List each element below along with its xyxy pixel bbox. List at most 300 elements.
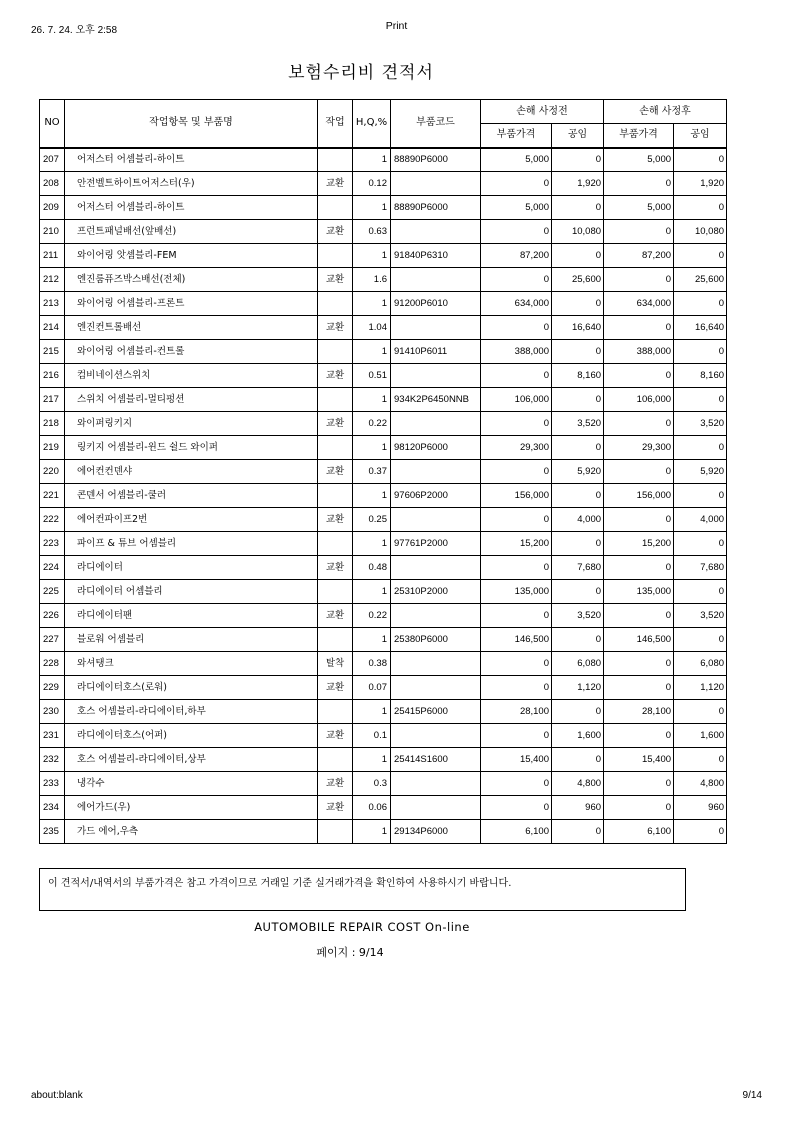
cell-after-part-price: 0 [604,172,674,196]
cell-before-labor: 0 [552,580,604,604]
cell-work [318,436,353,460]
cell-before-labor: 0 [552,388,604,412]
column-header-work: 작업 [318,100,353,148]
cell-item-name: 파이프 & 튜브 어셈블리 [65,532,318,556]
cell-after-labor: 0 [674,292,727,316]
cell-hq: 1 [353,196,391,220]
cell-work: 교환 [318,316,353,340]
table-row [40,460,727,484]
cell-part-code: 91840P6310 [391,244,481,268]
cell-before-labor: 3,520 [552,412,604,436]
cell-no: 219 [40,436,65,460]
document-footer: AUTOMOBILE REPAIR COST On-line [254,920,470,934]
cell-after-labor: 8,160 [674,364,727,388]
notice-box [39,868,686,911]
cell-no: 233 [40,772,65,796]
cell-no: 214 [40,316,65,340]
cell-work: 교환 [318,508,353,532]
table-row [40,316,727,340]
cell-after-labor: 0 [674,748,727,772]
cell-part-code: 91410P6011 [391,340,481,364]
cell-work [318,244,353,268]
cell-no: 231 [40,724,65,748]
cell-before-labor: 7,680 [552,556,604,580]
cell-after-part-price: 0 [604,316,674,340]
cell-no: 230 [40,700,65,724]
cell-work: 교환 [318,676,353,700]
column-group-after: 손해 사정후 [604,100,727,124]
cell-after-labor: 0 [674,628,727,652]
cell-item-name: 호스 어셈블리-라디에이터,상부 [65,748,318,772]
cell-item-name: 컴비네이션스위치 [65,364,318,388]
column-header-before-labor: 공임 [552,124,604,148]
cell-no: 221 [40,484,65,508]
cell-work [318,820,353,844]
cell-part-code [391,676,481,700]
cell-work [318,700,353,724]
cell-before-part-price: 6,100 [481,820,552,844]
cell-part-code: 25414S1600 [391,748,481,772]
cell-after-part-price: 28,100 [604,700,674,724]
table-row [40,220,727,244]
cell-before-part-price: 106,000 [481,388,552,412]
table-row [40,700,727,724]
cell-after-part-price: 5,000 [604,196,674,220]
table-row [40,268,727,292]
cell-no: 218 [40,412,65,436]
column-header-code: 부품코드 [391,100,481,148]
cell-work: 탈착 [318,652,353,676]
table-row [40,772,727,796]
cell-after-part-price: 146,500 [604,628,674,652]
cell-part-code: 91200P6010 [391,292,481,316]
cell-after-part-price: 15,400 [604,748,674,772]
cell-no: 226 [40,604,65,628]
cell-after-part-price: 0 [604,604,674,628]
cell-hq: 0.37 [353,460,391,484]
cell-after-part-price: 0 [604,268,674,292]
print-title: Print [385,20,408,32]
cell-before-part-price: 29,300 [481,436,552,460]
cell-no: 235 [40,820,65,844]
table-row [40,292,727,316]
column-group-before: 손해 사정전 [481,100,604,124]
cell-hq: 0.07 [353,676,391,700]
cell-hq: 1 [353,244,391,268]
cell-item-name: 냉각수 [65,772,318,796]
cell-hq: 1 [353,436,391,460]
cell-before-labor: 0 [552,484,604,508]
column-header-after-labor: 공임 [674,124,727,148]
cell-work: 교환 [318,172,353,196]
cell-after-part-price: 0 [604,460,674,484]
cell-hq: 1 [353,340,391,364]
cell-item-name: 어저스터 어셈블리-하이트 [65,196,318,220]
table-row [40,532,727,556]
cell-after-labor: 1,920 [674,172,727,196]
cell-part-code [391,556,481,580]
cell-before-part-price: 28,100 [481,700,552,724]
table-row [40,172,727,196]
table-row [40,412,727,436]
cell-no: 227 [40,628,65,652]
table-row [40,484,727,508]
cell-after-labor: 0 [674,148,727,172]
cell-part-code [391,604,481,628]
cell-item-name: 프런트패널배선(앞배선) [65,220,318,244]
cell-before-part-price: 5,000 [481,148,552,172]
cell-work: 교환 [318,556,353,580]
cell-hq: 0.63 [353,220,391,244]
table-row [40,436,727,460]
cell-work [318,628,353,652]
cell-before-part-price: 0 [481,172,552,196]
cell-item-name: 라디에이터팬 [65,604,318,628]
cell-work: 교환 [318,604,353,628]
cell-after-part-price: 0 [604,772,674,796]
cell-no: 209 [40,196,65,220]
cell-item-name: 가드 에어,우측 [65,820,318,844]
table-row [40,796,727,820]
cell-hq: 1 [353,820,391,844]
table-header [40,100,727,148]
cell-no: 208 [40,172,65,196]
cell-before-labor: 960 [552,796,604,820]
cell-after-labor: 1,120 [674,676,727,700]
cell-before-labor: 4,800 [552,772,604,796]
cell-after-part-price: 0 [604,508,674,532]
cell-item-name: 스위치 어셈블리-멀티펑션 [65,388,318,412]
cell-work: 교환 [318,772,353,796]
print-page-number: 9/14 [742,1090,762,1101]
cell-item-name: 에어컨컨덴샤 [65,460,318,484]
cell-no: 222 [40,508,65,532]
cell-before-labor: 0 [552,532,604,556]
cell-before-part-price: 634,000 [481,292,552,316]
cell-work: 교환 [318,796,353,820]
cell-item-name: 링키지 어셈블리-윈드 쉴드 와이퍼 [65,436,318,460]
cell-part-code [391,652,481,676]
cell-work [318,748,353,772]
table-row [40,676,727,700]
cell-before-labor: 1,120 [552,676,604,700]
cell-item-name: 콘덴서 어셈블리-쿨러 [65,484,318,508]
cell-before-part-price: 0 [481,604,552,628]
cell-before-part-price: 0 [481,772,552,796]
table-row [40,556,727,580]
cell-work: 교환 [318,724,353,748]
cell-item-name: 에어가드(우) [65,796,318,820]
cell-after-part-price: 0 [604,676,674,700]
cell-item-name: 안전벨트하이트어저스터(우) [65,172,318,196]
cell-after-part-price: 5,000 [604,148,674,172]
cell-work [318,388,353,412]
cell-hq: 0.51 [353,364,391,388]
cell-before-labor: 1,920 [552,172,604,196]
cell-part-code: 98120P6000 [391,436,481,460]
cell-work: 교환 [318,460,353,484]
table-row [40,652,727,676]
cell-hq: 0.06 [353,796,391,820]
cell-after-part-price: 634,000 [604,292,674,316]
cell-before-part-price: 0 [481,724,552,748]
cell-before-labor: 25,600 [552,268,604,292]
cell-no: 207 [40,148,65,172]
cell-item-name: 블로워 어셈블리 [65,628,318,652]
cell-no: 211 [40,244,65,268]
column-header-before-price: 부품가격 [481,124,552,148]
cell-before-labor: 10,080 [552,220,604,244]
cell-after-labor: 3,520 [674,604,727,628]
cell-no: 220 [40,460,65,484]
cell-item-name: 와이어링 어셈블리-프론트 [65,292,318,316]
cell-before-part-price: 15,400 [481,748,552,772]
cell-before-part-price: 0 [481,676,552,700]
table-row [40,340,727,364]
cell-part-code [391,460,481,484]
cell-after-part-price: 0 [604,364,674,388]
cell-after-part-price: 0 [604,796,674,820]
table-row [40,388,727,412]
cell-part-code: 88890P6000 [391,196,481,220]
cell-before-part-price: 146,500 [481,628,552,652]
cell-after-labor: 16,640 [674,316,727,340]
cell-no: 229 [40,676,65,700]
cell-work: 교환 [318,412,353,436]
cell-hq: 1 [353,148,391,172]
cell-item-name: 엔진룸퓨즈박스배선(전체) [65,268,318,292]
cell-part-code: 97761P2000 [391,532,481,556]
cell-part-code: 25380P6000 [391,628,481,652]
cell-work: 교환 [318,220,353,244]
cell-after-part-price: 29,300 [604,436,674,460]
cell-after-labor: 0 [674,196,727,220]
cell-before-labor: 0 [552,148,604,172]
print-url: about:blank [31,1090,83,1101]
cell-work [318,532,353,556]
cell-after-part-price: 135,000 [604,580,674,604]
cell-before-labor: 8,160 [552,364,604,388]
column-header-hq: H,Q,% [353,100,391,148]
table-row [40,724,727,748]
cell-hq: 1 [353,532,391,556]
cell-before-part-price: 15,200 [481,532,552,556]
cell-after-labor: 0 [674,388,727,412]
cell-part-code: 88890P6000 [391,148,481,172]
cell-hq: 0.48 [353,556,391,580]
cell-before-labor: 0 [552,748,604,772]
table-row [40,244,727,268]
cell-after-labor: 0 [674,580,727,604]
cell-after-part-price: 106,000 [604,388,674,412]
cell-after-labor: 3,520 [674,412,727,436]
cell-no: 217 [40,388,65,412]
cell-before-labor: 0 [552,628,604,652]
cell-part-code [391,364,481,388]
cell-hq: 1.6 [353,268,391,292]
cell-after-labor: 0 [674,484,727,508]
table-row [40,196,727,220]
cell-item-name: 와이어링 어셈블리-컨트롤 [65,340,318,364]
cell-before-part-price: 156,000 [481,484,552,508]
cell-before-labor: 5,920 [552,460,604,484]
cell-before-labor: 0 [552,436,604,460]
cell-after-labor: 0 [674,700,727,724]
cell-item-name: 라디에이터 [65,556,318,580]
cell-hq: 1 [353,388,391,412]
cell-part-code: 934K2P6450NNB [391,388,481,412]
cell-before-labor: 0 [552,292,604,316]
table-row [40,820,727,844]
cell-before-part-price: 87,200 [481,244,552,268]
cell-after-labor: 0 [674,244,727,268]
table-body [40,148,727,844]
cell-after-labor: 0 [674,532,727,556]
cell-after-part-price: 156,000 [604,484,674,508]
cell-no: 223 [40,532,65,556]
cell-after-part-price: 0 [604,556,674,580]
cell-part-code [391,316,481,340]
cell-part-code [391,268,481,292]
cell-after-part-price: 388,000 [604,340,674,364]
column-header-name: 작업항목 및 부품명 [65,100,318,148]
cell-after-labor: 0 [674,436,727,460]
column-header-no: NO [40,100,65,148]
cell-after-labor: 4,000 [674,508,727,532]
cell-after-part-price: 6,100 [604,820,674,844]
cell-after-part-price: 0 [604,220,674,244]
cell-no: 215 [40,340,65,364]
cell-after-labor: 0 [674,340,727,364]
table-row [40,580,727,604]
cell-no: 216 [40,364,65,388]
table-row [40,604,727,628]
cell-before-part-price: 0 [481,268,552,292]
table-row [40,508,727,532]
cell-hq: 0.12 [353,172,391,196]
cell-hq: 1 [353,292,391,316]
notice-text: 이 견적서/내역서의 부품가격은 참고 가격이므로 거래일 기준 실거래가격을 확인하여 사용하시기 바랍니다. [48,878,512,889]
cell-before-labor: 6,080 [552,652,604,676]
cell-after-labor: 0 [674,820,727,844]
cell-hq: 0.22 [353,604,391,628]
cell-item-name: 어저스터 어셈블리-하이트 [65,148,318,172]
cell-work: 교환 [318,268,353,292]
cell-item-name: 라디에이터호스(어퍼) [65,724,318,748]
cell-after-labor: 7,680 [674,556,727,580]
cell-work [318,340,353,364]
cell-before-part-price: 0 [481,796,552,820]
cell-part-code [391,220,481,244]
cell-work [318,292,353,316]
cell-item-name: 호스 어셈블리-라디에이터,하부 [65,700,318,724]
cell-part-code: 25415P6000 [391,700,481,724]
table-row [40,364,727,388]
cell-part-code [391,508,481,532]
cell-before-part-price: 135,000 [481,580,552,604]
cell-no: 213 [40,292,65,316]
estimate-table [39,99,727,844]
cell-before-part-price: 0 [481,652,552,676]
cell-before-labor: 0 [552,700,604,724]
cell-before-part-price: 0 [481,556,552,580]
cell-hq: 1 [353,700,391,724]
cell-part-code [391,796,481,820]
cell-no: 232 [40,748,65,772]
cell-before-labor: 4,000 [552,508,604,532]
cell-after-labor: 25,600 [674,268,727,292]
cell-no: 212 [40,268,65,292]
cell-hq: 1 [353,748,391,772]
cell-item-name: 와셔탱크 [65,652,318,676]
cell-no: 224 [40,556,65,580]
print-datetime: 26. 7. 24. 오후 2:58 [31,25,118,36]
cell-before-labor: 0 [552,820,604,844]
cell-item-name: 라디에이터 어셈블리 [65,580,318,604]
cell-no: 228 [40,652,65,676]
cell-hq: 1 [353,580,391,604]
cell-item-name: 에어컨파이프2번 [65,508,318,532]
cell-before-part-price: 0 [481,508,552,532]
cell-after-part-price: 0 [604,652,674,676]
cell-after-labor: 5,920 [674,460,727,484]
cell-item-name: 와이어링 앗셈블리-FEM [65,244,318,268]
cell-before-labor: 0 [552,196,604,220]
table-row [40,148,727,172]
table-row [40,748,727,772]
document-title: 보험수리비 견적서 [288,63,434,83]
cell-work [318,484,353,508]
cell-no: 234 [40,796,65,820]
cell-part-code [391,172,481,196]
cell-part-code: 25310P2000 [391,580,481,604]
cell-after-part-price: 87,200 [604,244,674,268]
cell-before-part-price: 0 [481,460,552,484]
cell-before-labor: 3,520 [552,604,604,628]
cell-hq: 0.22 [353,412,391,436]
cell-after-labor: 4,800 [674,772,727,796]
cell-hq: 1 [353,484,391,508]
cell-after-labor: 1,600 [674,724,727,748]
cell-before-labor: 0 [552,244,604,268]
cell-item-name: 와이퍼링키지 [65,412,318,436]
cell-part-code [391,724,481,748]
cell-hq: 0.1 [353,724,391,748]
cell-before-part-price: 0 [481,316,552,340]
cell-item-name: 엔진컨트롤배선 [65,316,318,340]
cell-hq: 1.04 [353,316,391,340]
cell-before-labor: 1,600 [552,724,604,748]
cell-part-code: 29134P6000 [391,820,481,844]
cell-before-labor: 16,640 [552,316,604,340]
cell-work [318,580,353,604]
cell-item-name: 라디에이터호스(로워) [65,676,318,700]
cell-after-labor: 10,080 [674,220,727,244]
cell-no: 225 [40,580,65,604]
cell-hq: 0.3 [353,772,391,796]
cell-no: 210 [40,220,65,244]
cell-before-part-price: 0 [481,364,552,388]
cell-work [318,196,353,220]
cell-work [318,148,353,172]
cell-part-code [391,772,481,796]
table-row [40,628,727,652]
cell-after-part-price: 15,200 [604,532,674,556]
cell-before-part-price: 388,000 [481,340,552,364]
column-header-after-price: 부품가격 [604,124,674,148]
cell-before-part-price: 5,000 [481,196,552,220]
cell-after-part-price: 0 [604,412,674,436]
